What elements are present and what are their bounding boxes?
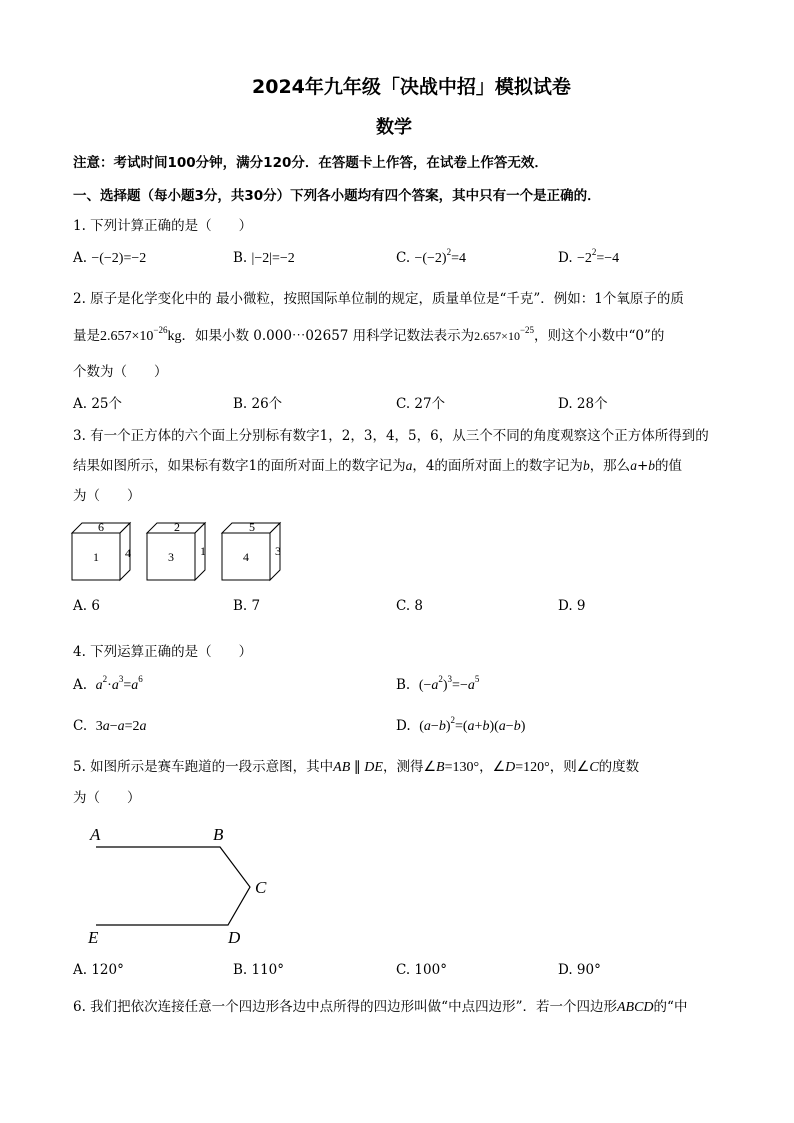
cube-3-top: 5	[249, 520, 255, 534]
q1-stem: 1. 下列计算正确的是（ ）	[73, 218, 253, 234]
q4-stem: 4. 下列运算正确的是（ ）	[73, 644, 253, 660]
q4-option-d: D. $(a-b)^2=(a+b)(a-b)$	[396, 715, 526, 734]
q3-option-c: C. 8	[396, 598, 424, 614]
q5-line1-part-e: 的度数	[598, 759, 640, 775]
q2-line2: 量是$2.657\times 10^{-26}kg$．如果小数 0.000⋯02657 用科学记数法表示为$2.657\times 10^{-25}$，则这个小数中“0”的	[73, 325, 665, 344]
q4-option-b-label: B.	[396, 677, 411, 693]
q2-line2-part-b: ．如果小数 0.000⋯02657 用科学记数法表示为	[181, 328, 475, 344]
q3-line1: 3. 有一个正方体的六个面上分别标有数字1，2，3，4，5，6，从三个不同的角度观察这个正方体所得到的	[73, 428, 709, 444]
q5-option-b: B. 110°	[233, 962, 285, 978]
q5-option-d: D. 90°	[558, 962, 601, 978]
q2-line2-part-c: ，则这个小数中“0”的	[534, 328, 665, 344]
cube-1-top: 6	[98, 520, 104, 534]
q3-line2-part-d: 的值	[655, 458, 682, 474]
q3-option-b: B. 7	[233, 598, 261, 614]
q5-line1-part-d: ，则	[549, 759, 577, 775]
q3-line2-part-a: 结果如图所示，如果标有数字1的面所对面上的数字记为	[73, 458, 406, 474]
q1-option-b-label: B.	[233, 250, 248, 266]
q5-line1: 5. 如图所示是赛车跑道的一段示意图，其中AB ∥ DE，测得∠B=130°，∠D=120°，则∠C的度数	[73, 759, 640, 775]
point-a-label: A	[90, 825, 101, 844]
q4-option-a: A. $a^2\cdot a^3=a^6$	[73, 674, 143, 693]
cube-1-side: 4	[125, 546, 131, 560]
point-c-label: C	[255, 878, 267, 897]
point-b-label: B	[213, 825, 224, 844]
q6-line1-part-b: 的“中	[653, 999, 688, 1015]
q3-line3: 为（ ）	[73, 488, 141, 504]
q5-option-a: A. 120°	[73, 962, 124, 978]
q4-option-a-label: A.	[73, 677, 88, 693]
cube-2-front: 3	[168, 550, 174, 564]
q6-line1: 6. 我们把依次连接任意一个四边形各边中点所得的四边形叫做“中点四边形”．若一个四边形ABCD的“中	[73, 999, 688, 1015]
page-title: 2024年九年级「决战中招」模拟试卷	[252, 76, 571, 98]
q2-line1: 2. 原子是化学变化中的 最小微粒，按照国际单位制的规定，质量单位是“千克”．例如：1个氧原子的质	[73, 291, 684, 307]
q2-option-a: A. 25个	[73, 396, 123, 412]
q4-option-d-label: D.	[396, 718, 411, 734]
q1-option-a-label: A.	[73, 250, 88, 266]
cube-1-front: 1	[93, 550, 99, 564]
q1-option-c-label: C.	[396, 250, 411, 266]
q4-option-b: B. $(-a^2)^3=-a^5$	[396, 674, 480, 693]
q2-line2-part-a: 量是	[73, 328, 100, 344]
q2-option-b: B. 26个	[233, 396, 283, 412]
q3-option-a: A. 6	[73, 598, 100, 614]
q4-option-c-label: C.	[73, 718, 88, 734]
track-path	[96, 847, 250, 925]
q4-option-c: C. 3a−a=2a	[73, 718, 147, 734]
point-e-label: E	[88, 928, 99, 947]
q2-option-d: D. 28个	[558, 396, 608, 412]
cube-3	[222, 520, 281, 580]
q1-option-a: A. −(−2)=−2	[73, 250, 147, 266]
cube-2-side: 1	[200, 544, 206, 558]
q3-option-d: D. 9	[558, 598, 586, 614]
cube-3-side: 3	[275, 544, 281, 558]
q3-line2-part-c: ，那么	[589, 458, 631, 474]
q1-option-d-label: D.	[558, 250, 573, 266]
cube-1	[72, 520, 131, 580]
q5-line1-part-c: ，	[479, 759, 493, 775]
q1-option-b: B. |−2|=−2	[233, 250, 295, 266]
q3-line2-part-b: ，4的面所对面上的数字记为	[412, 458, 583, 474]
point-d-label: D	[228, 928, 241, 947]
q1-option-d: D. $-2^2=-4$	[558, 247, 620, 266]
q1-option-c: C. $-(-2)^2=4$	[396, 247, 466, 266]
q2-line3: 个数为（ ）	[73, 364, 168, 380]
q5-line2: 为（ ）	[73, 790, 141, 806]
q3-line2: 结果如图所示，如果标有数字1的面所对面上的数字记为a，4的面所对面上的数字记为b，那么a+b的值	[73, 458, 682, 474]
q5-track-figure	[80, 820, 280, 950]
q5-option-c: C. 100°	[396, 962, 447, 978]
subject-title: 数学	[376, 117, 412, 138]
q5-line1-part-a: 5. 如图所示是赛车跑道的一段示意图，其中	[73, 759, 334, 775]
cube-2	[147, 520, 206, 580]
cube-2-top: 2	[174, 520, 180, 534]
q5-line1-part-b: ，测得	[382, 759, 424, 775]
q6-line1-part-a: 6. 我们把依次连接任意一个四边形各边中点所得的四边形叫做“中点四边形”．若一个四边形	[73, 999, 617, 1015]
q3-cube-figures	[68, 515, 298, 585]
q2-option-c: C. 27个	[396, 396, 446, 412]
exam-notice: 注意：考试时间100分钟，满分120分．在答题卡上作答，在试卷上作答无效．	[73, 155, 548, 171]
cube-3-front: 4	[243, 550, 249, 564]
section-1-heading: 一、选择题（每小题3分，共30分）下列各小题均有四个答案，其中只有一个是正确的．	[73, 188, 601, 204]
